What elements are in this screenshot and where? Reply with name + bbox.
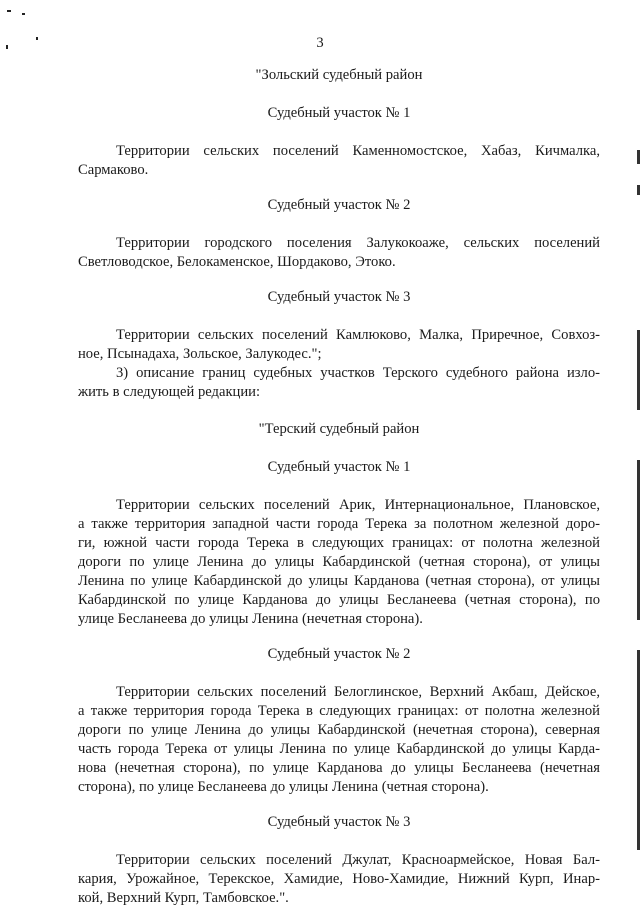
text-line: ное, Псынадаха, Зольское, Залукодес."; — [78, 346, 322, 362]
text-line: 3) описание границ судебных участков Терского судебного района изло- — [116, 365, 600, 381]
text-line: дороги по улице Ленина до улицы Кабардинской (четная сторона), от улицы — [78, 554, 600, 570]
plot-heading: Судебный участок № 2 — [267, 197, 411, 213]
scan-speck — [22, 13, 25, 15]
plot-description — [78, 683, 600, 797]
text-line: Сармаково. — [78, 162, 149, 178]
text-line: улице Бесланеева до улицы Ленина (нечетная сторона). — [78, 611, 423, 627]
text-line: Светловодское, Белокаменское, Шордаково, Этоко. — [78, 254, 396, 270]
text-line: часть города Терека от улицы Ленина по улице Кабардинской до улицы Карда- — [78, 741, 600, 757]
plot-description — [78, 851, 600, 905]
plot-description — [78, 496, 600, 629]
text-line: Ленина по улице Кабардинской до улицы Карданова (четная сторона), от улицы — [78, 573, 600, 589]
text-line: ги, южной части города Терека в следующих границах: от полотна железной — [78, 535, 600, 551]
district-heading: "Терский судебный район — [258, 421, 420, 437]
text-line: Территории сельских поселений Белоглинское, Верхний Акбаш, Дейское, — [116, 684, 600, 700]
plot-heading: Судебный участок № 1 — [267, 459, 411, 475]
text-line: а также территория западной части города Терека за полотном железной доро- — [78, 516, 600, 532]
amendment-paragraph — [78, 364, 600, 402]
plot-heading: Судебный участок № 3 — [267, 814, 411, 830]
text-line: нова (нечетная сторона), по улице Карданова до улицы Бесланеева (нечетная — [78, 760, 600, 776]
plot-heading: Судебный участок № 1 — [267, 105, 411, 121]
plot-heading: Судебный участок № 3 — [267, 289, 411, 305]
text-line: кой, Верхний Курп, Тамбовское.". — [78, 890, 289, 905]
plot-description — [78, 234, 600, 272]
plot-description — [78, 326, 600, 364]
text-line: Территории сельских поселений Каменномостское, Хабаз, Кичмалка, — [116, 143, 600, 159]
text-line: а также территория города Терека в следующих границах: от полотна железной — [78, 703, 600, 719]
text-line: Территории сельских поселений Арик, Интернациональное, Плановское, — [116, 497, 600, 513]
text-line: Кабардинской по улице Карданова до улицы Бесланеева (четная сторона), по — [78, 592, 600, 608]
document-body — [78, 66, 600, 905]
plot-description — [78, 142, 600, 180]
text-line: сторона), по улице Бесланеева до улицы Ленина (четная сторона). — [78, 779, 489, 795]
text-line: Территории городского поселения Залукокоаже, сельских поселений — [116, 235, 600, 251]
text-line: кария, Урожайное, Терекское, Хамидие, Ново-Хамидие, Нижний Курп, Инар- — [78, 871, 600, 887]
scan-speck — [7, 10, 11, 12]
text-line: Территории сельских поселений Джулат, Красноармейское, Новая Бал- — [116, 852, 600, 868]
text-line: дороги по улице Ленина до улицы Кабардинской (нечетная сторона), северная — [78, 722, 600, 738]
text-line: жить в следующей редакции: — [78, 384, 261, 400]
text-line: Территории сельских поселений Камлюково, Малка, Приречное, Совхоз- — [116, 327, 600, 343]
plot-heading: Судебный участок № 2 — [267, 646, 411, 662]
district-heading: "Зольский судебный район — [255, 67, 423, 83]
page-number: 3 — [316, 35, 324, 51]
